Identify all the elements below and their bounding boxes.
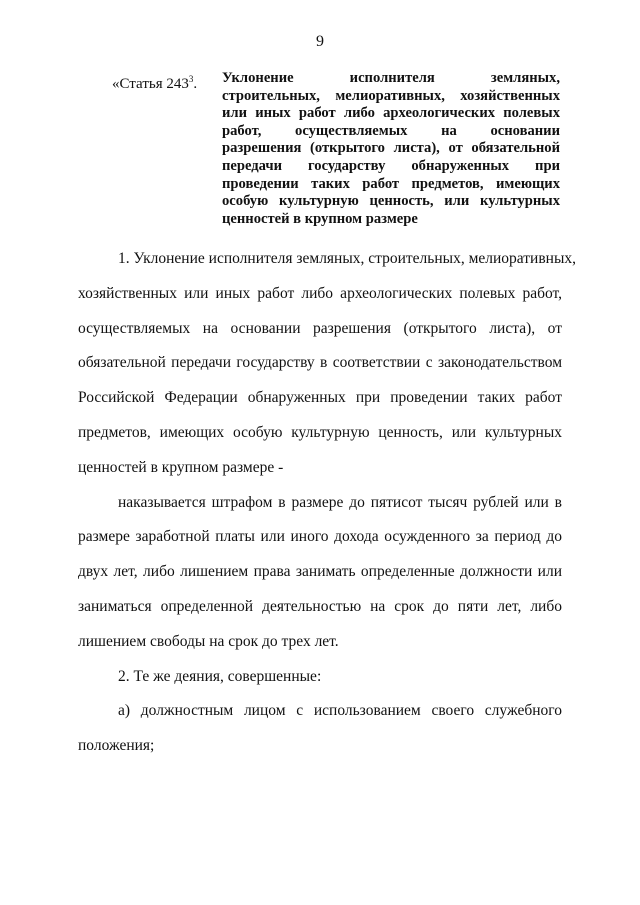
paragraph-item-a xyxy=(78,694,562,764)
paragraph-line: заниматься определенной деятельностью на срок до пяти лет, либо xyxy=(78,597,562,615)
paragraph-line: Российской Федерации обнаруженных при проведении таких работ xyxy=(78,389,562,407)
paragraph-line: предметов, имеющих особую культурную ценность, или культурных xyxy=(78,423,562,441)
paragraph-sanction-1 xyxy=(78,486,562,660)
paragraph-line: хозяйственных или иных работ либо археологических полевых работ, xyxy=(78,284,562,302)
paragraph-line: лишением свободы на срок до трех лет. xyxy=(78,632,339,650)
paragraph-line: а) должностным лицом с использованием своего служебного xyxy=(118,702,562,720)
article-title-line: разрешения (открытого листа), от обязательной xyxy=(222,140,560,157)
article-title-line: работ, осуществляемых на основании xyxy=(222,122,560,139)
paragraph-line: обязательной передачи государству в соответствии с законодательством xyxy=(78,354,562,372)
article-title-line: или иных работ либо археологических полевых xyxy=(222,105,560,122)
article-label-prefix: «Статья 243 xyxy=(112,76,189,92)
paragraph-line: осуществляемых на основании разрешения (открытого листа), от xyxy=(78,319,562,337)
article-body xyxy=(78,242,576,764)
article-title-line: Уклонение исполнителя земляных, xyxy=(222,70,560,86)
paragraph-line: размере заработной платы или иного дохода осужденного за период до xyxy=(78,528,562,546)
article-title-line: особую культурную ценность, или культурных xyxy=(222,193,560,210)
article-title-line: передачи государству обнаруженных при xyxy=(222,157,560,174)
article-number xyxy=(112,70,197,94)
paragraph-line: ценностей в крупном размере - xyxy=(78,458,284,476)
paragraph-line: 1. Уклонение исполнителя земляных, строительных, мелиоративных, xyxy=(118,250,576,267)
paragraph-part-2 xyxy=(78,660,562,695)
article-title-line: проведении таких работ предметов, имеющих xyxy=(222,175,560,192)
article-title-line: строительных, мелиоративных, хозяйственных xyxy=(222,87,560,104)
paragraph-line: 2. Те же деяния, совершенные: xyxy=(118,667,322,685)
paragraph-line: положения; xyxy=(78,737,155,755)
paragraph-line: двух лет, либо лишением права занимать определенные должности или xyxy=(78,563,562,581)
article-label-superscript: 3 xyxy=(188,74,194,84)
article-title xyxy=(222,70,560,228)
article-label-suffix: . xyxy=(193,76,198,92)
paragraph-line: наказывается штрафом в размере до пятисот тысяч рублей или в xyxy=(118,493,562,511)
page-number: 9 xyxy=(316,33,324,50)
article-title-line: ценностей в крупном размере xyxy=(222,210,418,227)
paragraph-part-1 xyxy=(78,242,576,486)
